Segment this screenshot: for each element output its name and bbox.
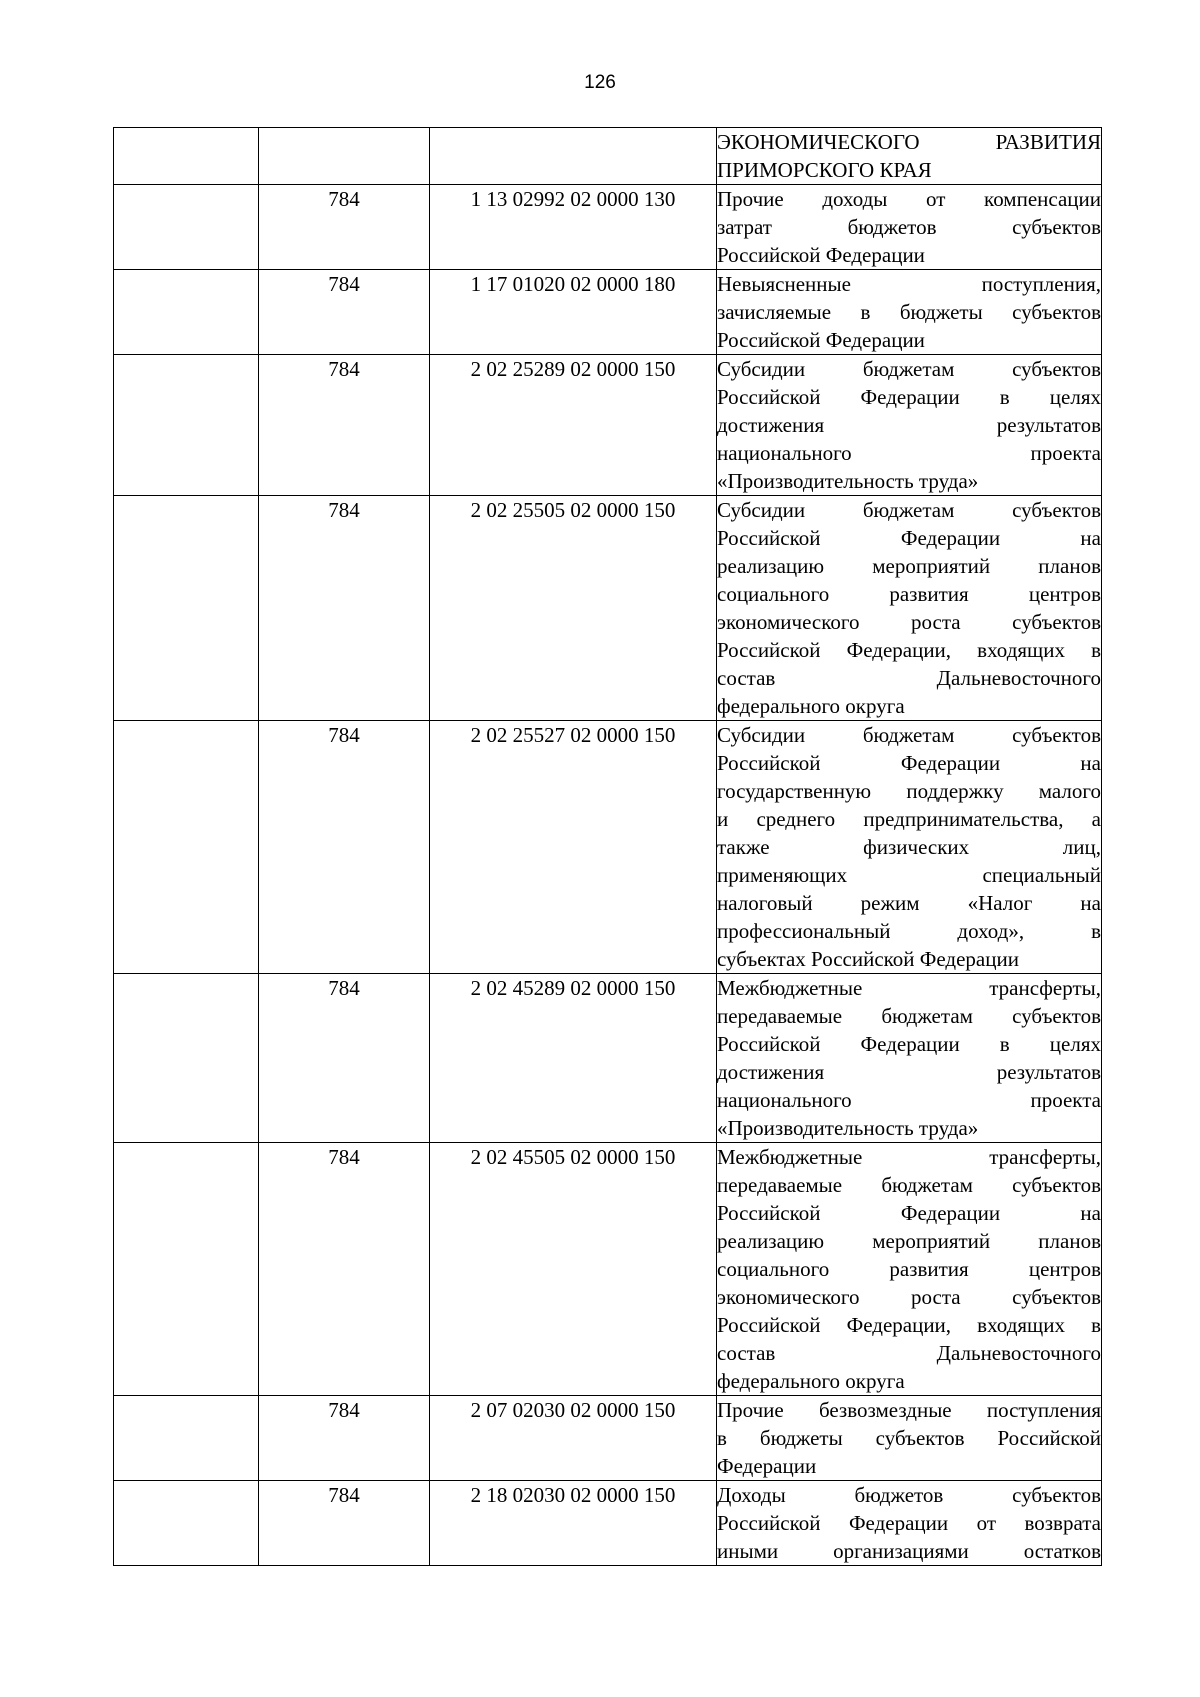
revenue-name-cell bbox=[717, 128, 1102, 185]
table-row-6 bbox=[114, 974, 1102, 1143]
revenue-name-line: ПРИМОРСКОГО КРАЯ bbox=[717, 158, 932, 182]
revenue-name-line: иными организациями остатков bbox=[717, 1539, 1101, 1563]
admin-code-cell: 784 bbox=[259, 1481, 430, 1566]
revenue-name-line: социального развития центров bbox=[717, 1257, 1101, 1281]
table-row-0 bbox=[114, 128, 1102, 185]
revenue-name-line: реализацию мероприятий планов bbox=[717, 554, 1101, 578]
revenue-name-line: реализацию мероприятий планов bbox=[717, 1229, 1101, 1253]
empty-cell bbox=[114, 1481, 259, 1566]
empty-cell bbox=[114, 355, 259, 496]
admin-code-cell: 784 bbox=[259, 974, 430, 1143]
revenue-name-line: состав Дальневосточного bbox=[717, 666, 1101, 690]
revenue-name-line: национального проекта bbox=[717, 1088, 1101, 1112]
revenue-name-line: субъектах Российской Федерации bbox=[717, 947, 1019, 971]
revenue-name-line: затрат бюджетов субъектов bbox=[717, 215, 1101, 239]
revenue-name-line: передаваемые бюджетам субъектов bbox=[717, 1173, 1101, 1197]
table-row-4 bbox=[114, 496, 1102, 721]
revenue-name-line: Российской Федерации, входящих в bbox=[717, 1313, 1101, 1337]
admin-code-cell: 784 bbox=[259, 1143, 430, 1396]
table-row-3 bbox=[114, 355, 1102, 496]
revenue-code-cell: 2 02 45505 02 0000 150 bbox=[430, 1143, 717, 1396]
revenue-name-line: государственную поддержку малого bbox=[717, 779, 1101, 803]
revenue-name-line: в бюджеты субъектов Российской bbox=[717, 1426, 1101, 1450]
table-row-5 bbox=[114, 721, 1102, 974]
admin-code-cell: 784 bbox=[259, 355, 430, 496]
revenue-name-line: экономического роста субъектов bbox=[717, 1285, 1101, 1309]
revenue-name-line: применяющих специальный bbox=[717, 863, 1101, 887]
empty-cell bbox=[114, 974, 259, 1143]
table-row-2 bbox=[114, 270, 1102, 355]
page-number: 126 bbox=[584, 72, 616, 93]
revenue-name-line: федерального округа bbox=[717, 1369, 905, 1393]
revenue-code-cell bbox=[430, 128, 717, 185]
revenue-name-line: налоговый режим «Налог на bbox=[717, 891, 1101, 915]
revenue-name-line: экономического роста субъектов bbox=[717, 610, 1101, 634]
revenue-name-line: социального развития центров bbox=[717, 582, 1101, 606]
revenue-name-cell bbox=[717, 1481, 1102, 1566]
revenue-code-cell: 2 07 02030 02 0000 150 bbox=[430, 1396, 717, 1481]
revenue-name-line: «Производительность труда» bbox=[717, 469, 979, 493]
revenue-name-line: ЭКОНОМИЧЕСКОГО РАЗВИТИЯ bbox=[717, 130, 1101, 154]
revenue-table bbox=[113, 127, 1102, 1566]
empty-cell bbox=[114, 1143, 259, 1396]
revenue-name-line: Субсидии бюджетам субъектов bbox=[717, 723, 1101, 747]
revenue-name-line: «Производительность труда» bbox=[717, 1116, 979, 1140]
revenue-name-line: Межбюджетные трансферты, bbox=[717, 1145, 1101, 1169]
revenue-name-line: также физических лиц, bbox=[717, 835, 1101, 859]
revenue-name-line: состав Дальневосточного bbox=[717, 1341, 1101, 1365]
revenue-code-cell: 2 02 25289 02 0000 150 bbox=[430, 355, 717, 496]
empty-cell bbox=[114, 721, 259, 974]
revenue-name-line: и среднего предпринимательства, а bbox=[717, 807, 1101, 831]
revenue-name-cell bbox=[717, 1396, 1102, 1481]
revenue-name-cell bbox=[717, 355, 1102, 496]
revenue-name-line: национального проекта bbox=[717, 441, 1101, 465]
revenue-name-line: Межбюджетные трансферты, bbox=[717, 976, 1101, 1000]
revenue-name-line: Российской Федерации bbox=[717, 328, 925, 352]
revenue-name-line: Российской Федерации на bbox=[717, 526, 1101, 550]
admin-code-cell: 784 bbox=[259, 721, 430, 974]
revenue-name-line: Российской Федерации в целях bbox=[717, 385, 1101, 409]
revenue-name-line: достижения результатов bbox=[717, 413, 1101, 437]
empty-cell bbox=[114, 270, 259, 355]
admin-code-cell: 784 bbox=[259, 1396, 430, 1481]
revenue-code-cell: 2 02 45289 02 0000 150 bbox=[430, 974, 717, 1143]
revenue-name-line: Российской Федерации на bbox=[717, 751, 1101, 775]
revenue-name-cell bbox=[717, 974, 1102, 1143]
admin-code-cell: 784 bbox=[259, 270, 430, 355]
table-row-8 bbox=[114, 1396, 1102, 1481]
revenue-name-line: Российской Федерации bbox=[717, 243, 925, 267]
revenue-code-cell: 2 02 25505 02 0000 150 bbox=[430, 496, 717, 721]
table-row-7 bbox=[114, 1143, 1102, 1396]
revenue-name-line: Российской Федерации в целях bbox=[717, 1032, 1101, 1056]
admin-code-cell: 784 bbox=[259, 185, 430, 270]
revenue-name-line: Федерации bbox=[717, 1454, 817, 1478]
empty-cell bbox=[114, 496, 259, 721]
admin-code-cell bbox=[259, 128, 430, 185]
revenue-name-line: Российской Федерации, входящих в bbox=[717, 638, 1101, 662]
revenue-name-line: профессиональный доход», в bbox=[717, 919, 1101, 943]
revenue-name-line: Прочие безвозмездные поступления bbox=[717, 1398, 1101, 1422]
revenue-name-line: Субсидии бюджетам субъектов bbox=[717, 357, 1101, 381]
table-row-1 bbox=[114, 185, 1102, 270]
revenue-name-line: Субсидии бюджетам субъектов bbox=[717, 498, 1101, 522]
revenue-name-line: зачисляемые в бюджеты субъектов bbox=[717, 300, 1101, 324]
revenue-name-line: Доходы бюджетов субъектов bbox=[717, 1483, 1101, 1507]
revenue-name-line: Российской Федерации на bbox=[717, 1201, 1101, 1225]
revenue-name-cell bbox=[717, 496, 1102, 721]
revenue-name-line: Невыясненные поступления, bbox=[717, 272, 1101, 296]
revenue-name-line: Российской Федерации от возврата bbox=[717, 1511, 1101, 1535]
revenue-name-line: достижения результатов bbox=[717, 1060, 1101, 1084]
revenue-name-line: передаваемые бюджетам субъектов bbox=[717, 1004, 1101, 1028]
revenue-code-cell: 2 02 25527 02 0000 150 bbox=[430, 721, 717, 974]
revenue-name-line: федерального округа bbox=[717, 694, 905, 718]
revenue-name-cell bbox=[717, 1143, 1102, 1396]
empty-cell bbox=[114, 185, 259, 270]
table-row-9 bbox=[114, 1481, 1102, 1566]
revenue-code-cell: 1 13 02992 02 0000 130 bbox=[430, 185, 717, 270]
revenue-code-cell: 1 17 01020 02 0000 180 bbox=[430, 270, 717, 355]
revenue-name-cell bbox=[717, 270, 1102, 355]
empty-cell bbox=[114, 128, 259, 185]
admin-code-cell: 784 bbox=[259, 496, 430, 721]
table-body bbox=[114, 128, 1102, 1566]
revenue-name-line: Прочие доходы от компенсации bbox=[717, 187, 1101, 211]
empty-cell bbox=[114, 1396, 259, 1481]
revenue-name-cell bbox=[717, 721, 1102, 974]
revenue-code-cell: 2 18 02030 02 0000 150 bbox=[430, 1481, 717, 1566]
revenue-name-cell bbox=[717, 185, 1102, 270]
